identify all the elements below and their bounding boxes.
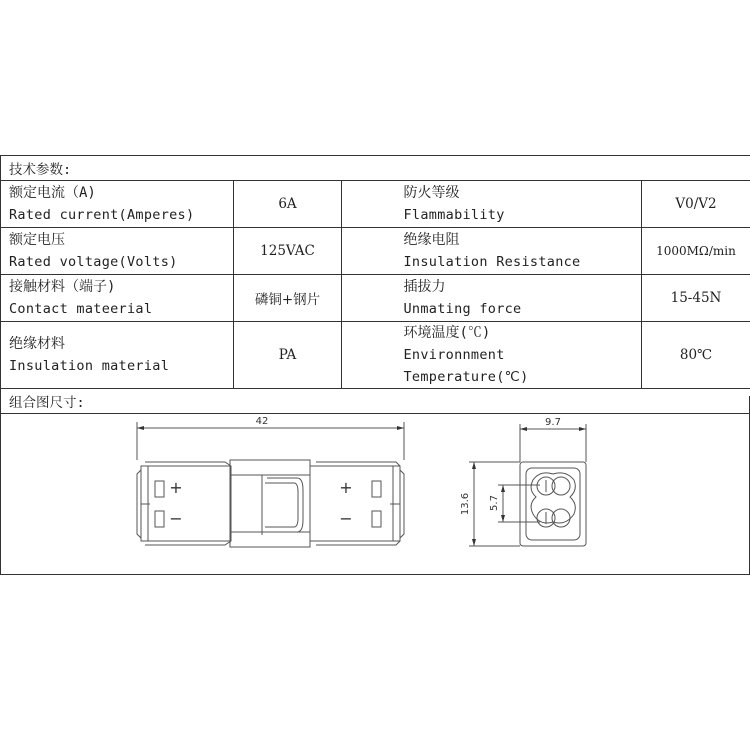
- height-dimension-label: 13.6: [460, 492, 471, 516]
- param-value: 125VAC: [234, 228, 342, 275]
- plus-symbol: +: [339, 478, 353, 497]
- drawing-title: 组合图尺寸:: [1, 389, 750, 414]
- param-label: 接触材料（端子) Contact mateerial: [1, 275, 234, 322]
- param-value: PA: [234, 322, 342, 389]
- param-value: 磷铜+钢片: [234, 275, 342, 322]
- param-value: 80℃: [642, 322, 750, 389]
- param-label: 额定电压 Rated voltage(Volts): [1, 228, 234, 275]
- param-label: 绝缘材料 Insulation material: [1, 322, 234, 389]
- length-dimension-label: 42: [255, 416, 269, 427]
- pitch-dimension-label: 5.7: [489, 495, 500, 511]
- param-label: 绝缘电阻 Insulation Resistance: [396, 228, 642, 275]
- width-dimension-label: 9.7: [545, 417, 561, 428]
- param-value: 15-45N: [642, 275, 750, 322]
- param-label: 额定电流（A) Rated current(Amperes): [1, 181, 234, 228]
- param-value: 1000MΩ/min: [642, 228, 750, 275]
- plus-symbol: +: [169, 478, 183, 497]
- param-value: V0/V2: [642, 181, 750, 228]
- param-label: 防火等级 Flammability: [396, 181, 642, 228]
- minus-symbol: −: [339, 509, 353, 528]
- minus-symbol: −: [169, 509, 183, 528]
- param-value: 6A: [234, 181, 342, 228]
- param-label: 环境温度(℃) Environnment Temperature(℃): [396, 322, 642, 389]
- spec-title: 技术参数:: [1, 156, 750, 181]
- param-label: 插拔力 Unmating force: [396, 275, 642, 322]
